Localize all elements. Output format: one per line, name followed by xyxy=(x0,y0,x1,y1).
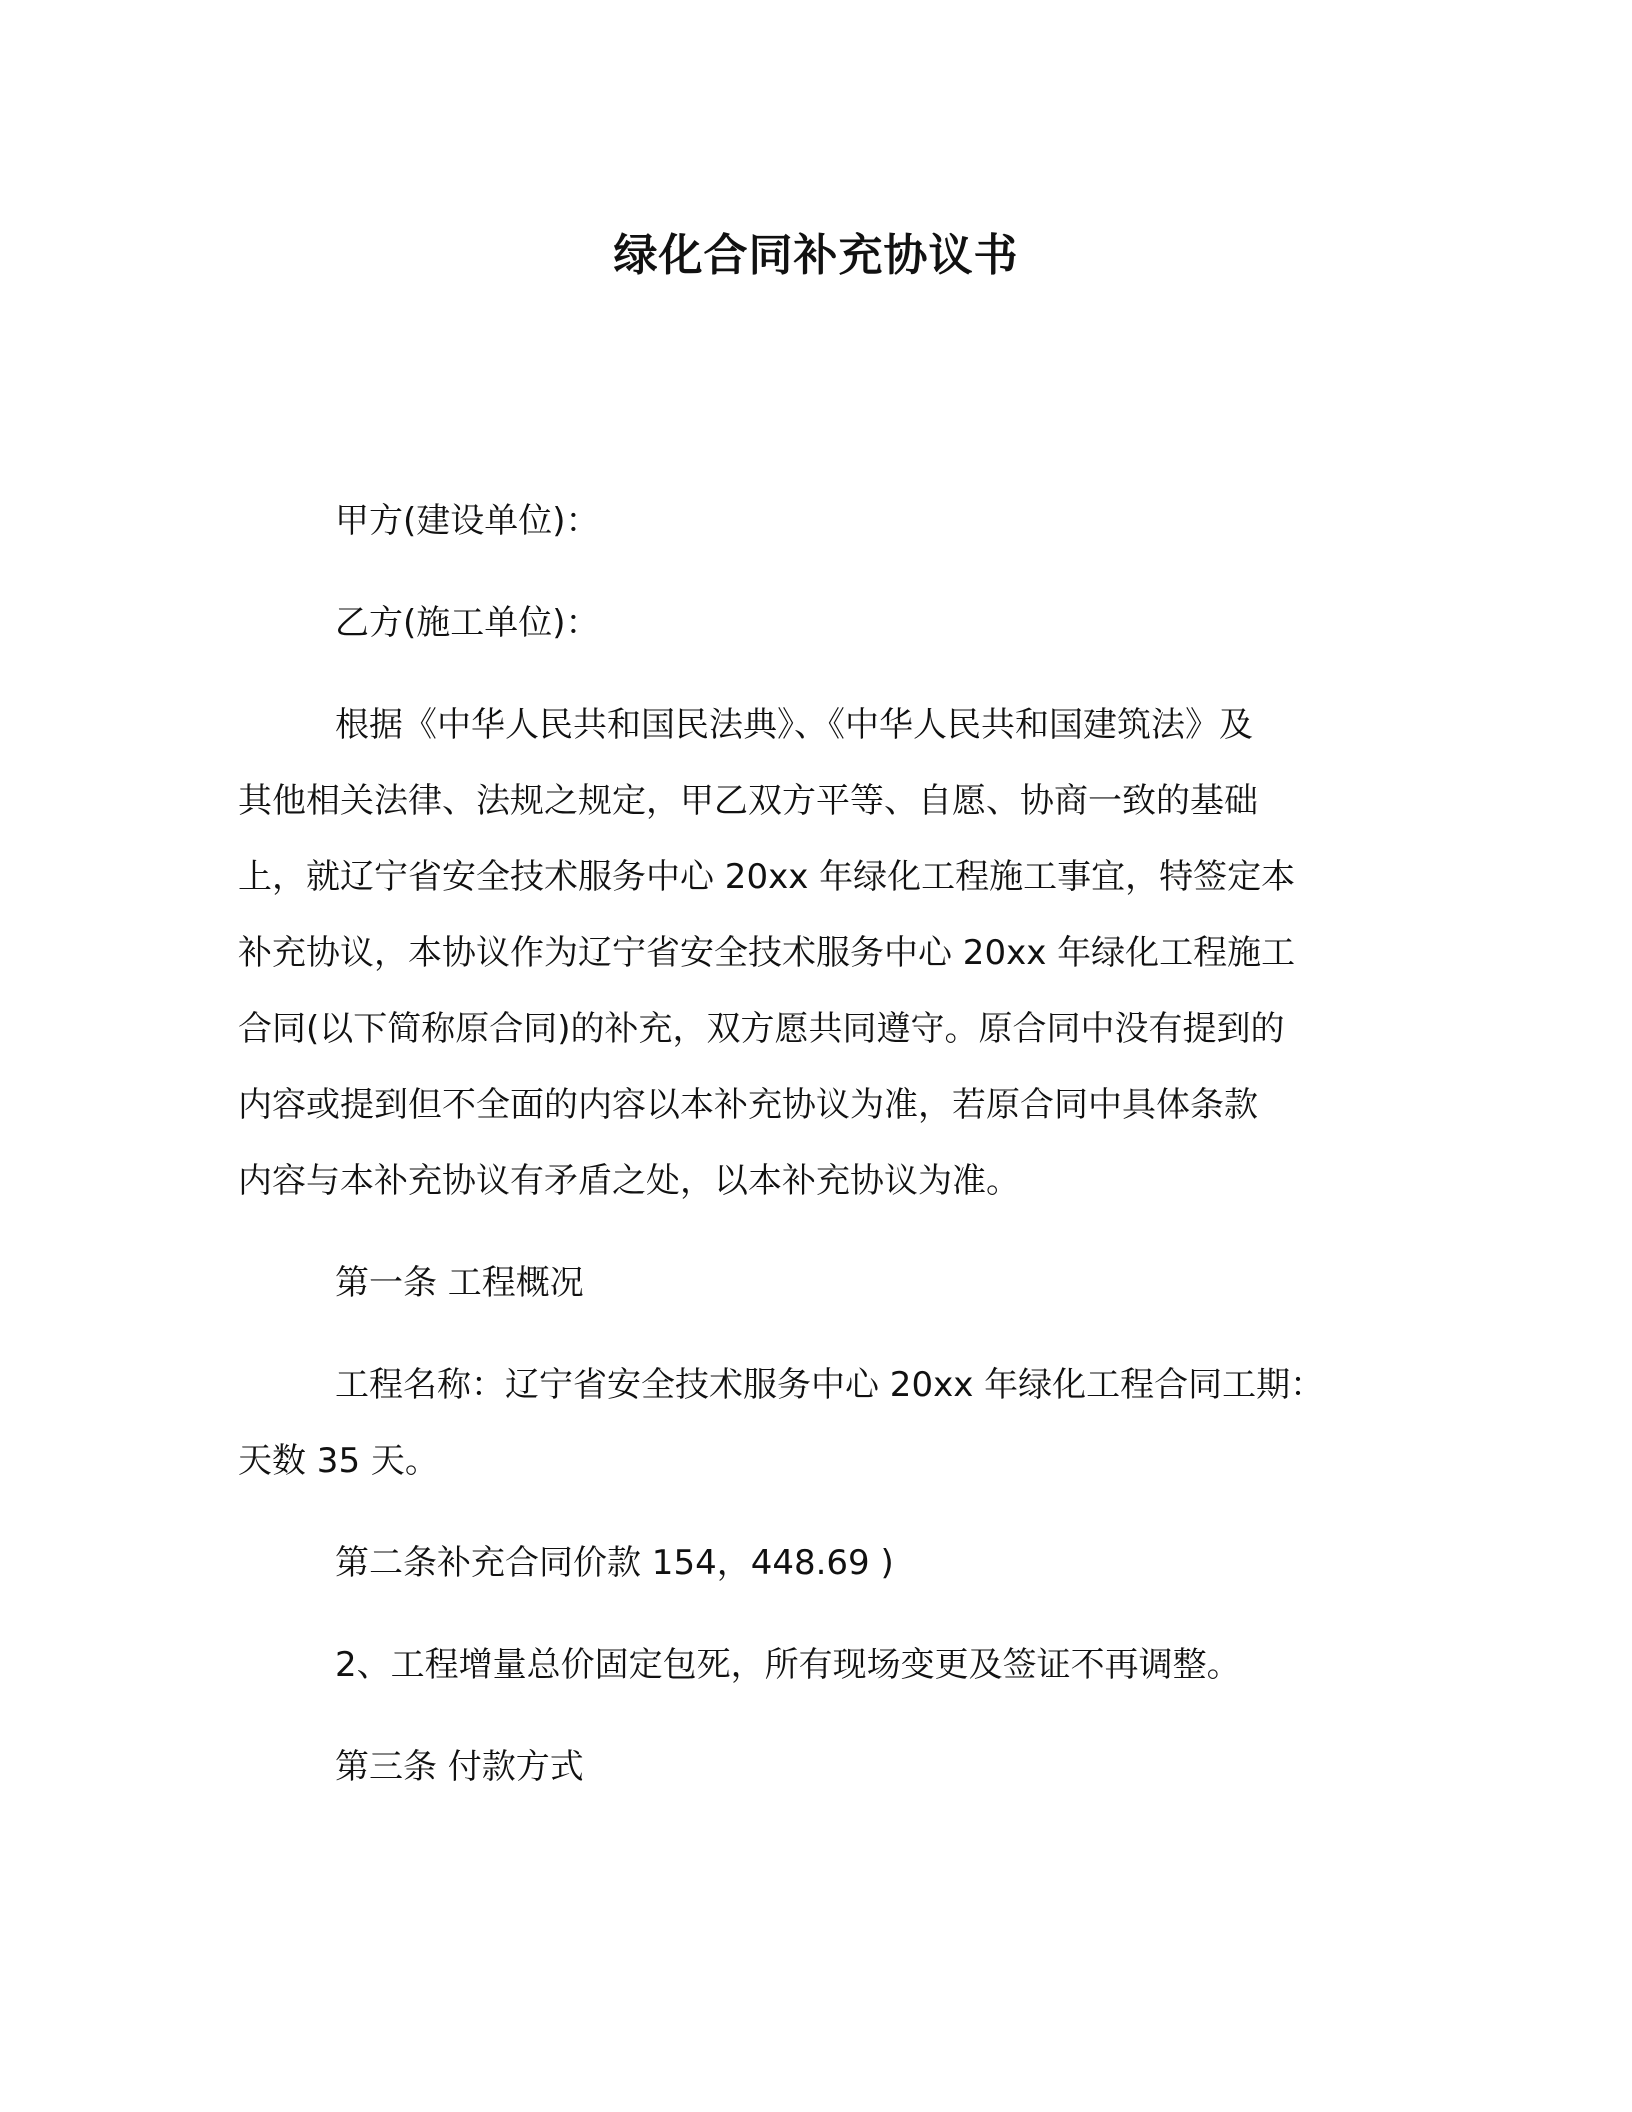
intro-paragraph-line: 上，就辽宁省安全技术服务中心 20xx 年绿化工程施工事宜，特签定本 xyxy=(238,857,1296,897)
intro-paragraph-line: 其他相关法律、法规之规定，甲乙双方平等、自愿、协商一致的基础 xyxy=(238,781,1258,821)
intro-paragraph-line: 合同(以下简称原合同)的补充，双方愿共同遵守。原合同中没有提到的 xyxy=(238,1009,1285,1049)
intro-paragraph-line: 内容或提到但不全面的内容以本补充协议为准，若原合同中具体条款 xyxy=(238,1085,1258,1125)
project-duration-line: 天数 35 天。 xyxy=(238,1441,439,1481)
article-1-heading: 第一条 工程概况 xyxy=(335,1263,584,1303)
party-a-label: 甲方(建设单位)： xyxy=(335,501,600,541)
intro-paragraph-line: 内容与本补充协议有矛盾之处，以本补充协议为准。 xyxy=(238,1161,1020,1201)
document-title: 绿化合同补充协议书 xyxy=(613,230,1019,281)
party-b-label: 乙方(施工单位)： xyxy=(335,603,600,643)
article-2-heading: 第二条补充合同价款 154，448.69 ) xyxy=(335,1543,894,1583)
article-3-heading: 第三条 付款方式 xyxy=(335,1747,584,1787)
intro-paragraph-line: 根据《中华人民共和国民法典》、《中华人民共和国建筑法》及 xyxy=(335,705,1253,745)
intro-paragraph-line: 补充协议，本协议作为辽宁省安全技术服务中心 20xx 年绿化工程施工 xyxy=(238,933,1296,973)
article-2-item-2: 2、工程增量总价固定包死，所有现场变更及签证不再调整。 xyxy=(335,1645,1241,1685)
project-name-line: 工程名称：辽宁省安全技术服务中心 20xx 年绿化工程合同工期： xyxy=(335,1365,1325,1405)
